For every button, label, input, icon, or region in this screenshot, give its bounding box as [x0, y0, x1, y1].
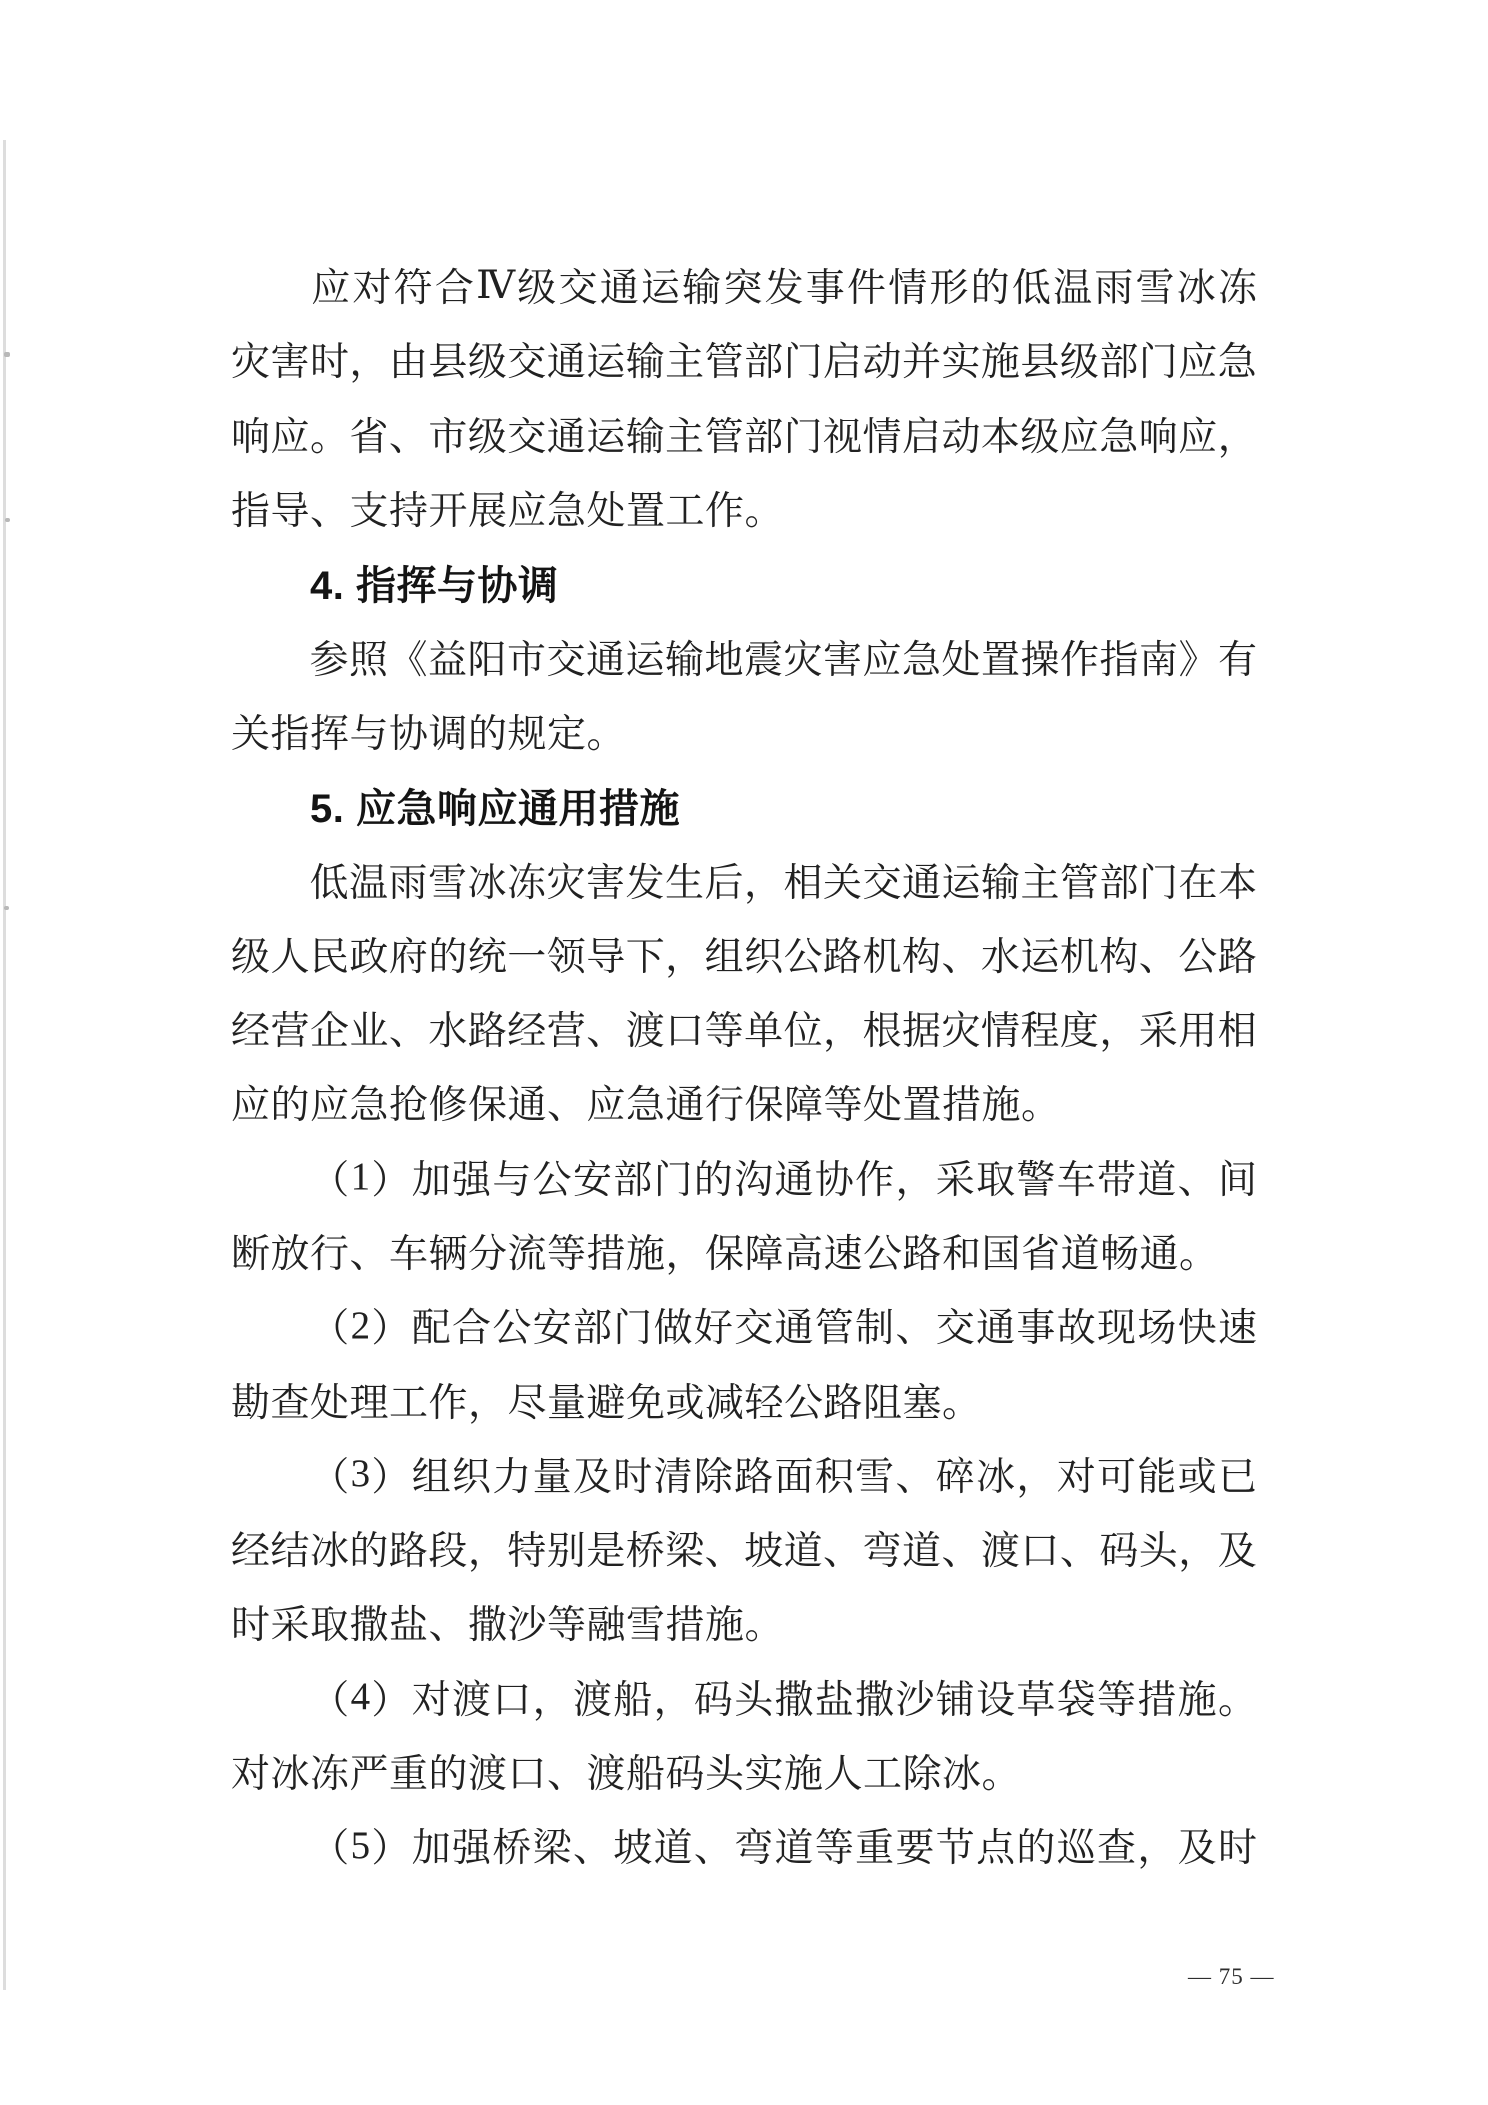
body-line: 应的应急抢修保通、应急通行保障等处置措施。 [231, 1084, 1061, 1128]
body-line: 断放行、车辆分流等措施，保障高速公路和国省道畅通。 [231, 1233, 1219, 1276]
scan-speck [5, 518, 10, 522]
body-line: 灾 害 时 ， 由 县 级 交 通 运 输 主 管 部 门 启 动 并 实 施 县 级 部 门 应 急 [231, 341, 1257, 385]
page-number: — 75 — [1188, 1964, 1275, 1989]
body-line: 经 结 冰 的 路 段 ， 特 别 是 桥 梁 、 坡 道 、 弯 道 、 渡 口 、 码 头 ， 及 [231, 1530, 1257, 1574]
body-line: 参 照 《 益 阳 市 交 通 运 输 地 震 灾 害 应 急 处 置 操 作 指 南 》 有 [309, 638, 1257, 682]
scan-speck [4, 352, 10, 357]
body-line: （ 4 ） 对 渡 口 ， 渡 船 ， 码 头 撒 盐 撒 沙 铺 设 草 袋 等 措 施 。 [310, 1675, 1257, 1722]
body-line: 对冰冻严重的渡口、渡船码头实施人工除冰。 [231, 1753, 1022, 1797]
text-block [231, 248, 1257, 1883]
scan-speck [4, 906, 9, 910]
body-line: 级 人 民 政 府 的 统 一 领 导 下 ， 组 织 公 路 机 构 、 水 运 机 构 、 公 路 [231, 935, 1257, 979]
body-line: 低 温 雨 雪 冰 冻 灾 害 发 生 后 ， 相 关 交 通 运 输 主 管 部 门 在 本 [309, 861, 1257, 905]
body-line: 关指挥与协调的规定。 [231, 712, 627, 756]
body-line: 经 营 企 业 、 水 路 经 营 、 渡 口 等 单 位 ， 根 据 灾 情 程 度 ， 采 用 相 [231, 1010, 1257, 1054]
body-line: 时采取撒盐、撒沙等融雪措施。 [231, 1604, 785, 1648]
body-line: （ 3 ） 组 织 力 量 及 时 清 除 路 面 积 雪 、 碎 冰 ， 对 可 能 或 已 [310, 1452, 1257, 1499]
body-line: 应 对 符 合 Ⅳ 级 交 通 运 输 突 发 事 件 情 形 的 低 温 雨 雪 冰 冻 [311, 263, 1257, 311]
body-line: 勘查处理工作，尽量避免或减轻公路阻塞。 [231, 1381, 982, 1425]
body-line: 指导、支持开展应急处置工作。 [231, 490, 785, 534]
body-line: （ 5 ） 加 强 桥 梁 、 坡 道 、 弯 道 等 重 要 节 点 的 巡 查 ， 及 时 [310, 1823, 1257, 1871]
body-line: 响 应 。 省 、 市 级 交 通 运 输 主 管 部 门 视 情 启 动 本 级 应 急 响 应 ， [231, 415, 1257, 459]
heading-line: 5. 应急响应通用措施 [310, 786, 680, 831]
scan-artifact-vertical-line [3, 140, 6, 1990]
body-line: （ 1 ） 加 强 与 公 安 部 门 的 沟 通 协 作 ， 采 取 警 车 带 道 、 间 [310, 1155, 1257, 1202]
body-line: （ 2 ） 配 合 公 安 部 门 做 好 交 通 管 制 、 交 通 事 故 现 场 快 速 [310, 1303, 1257, 1351]
heading-line: 4. 指挥与协调 [310, 563, 559, 608]
